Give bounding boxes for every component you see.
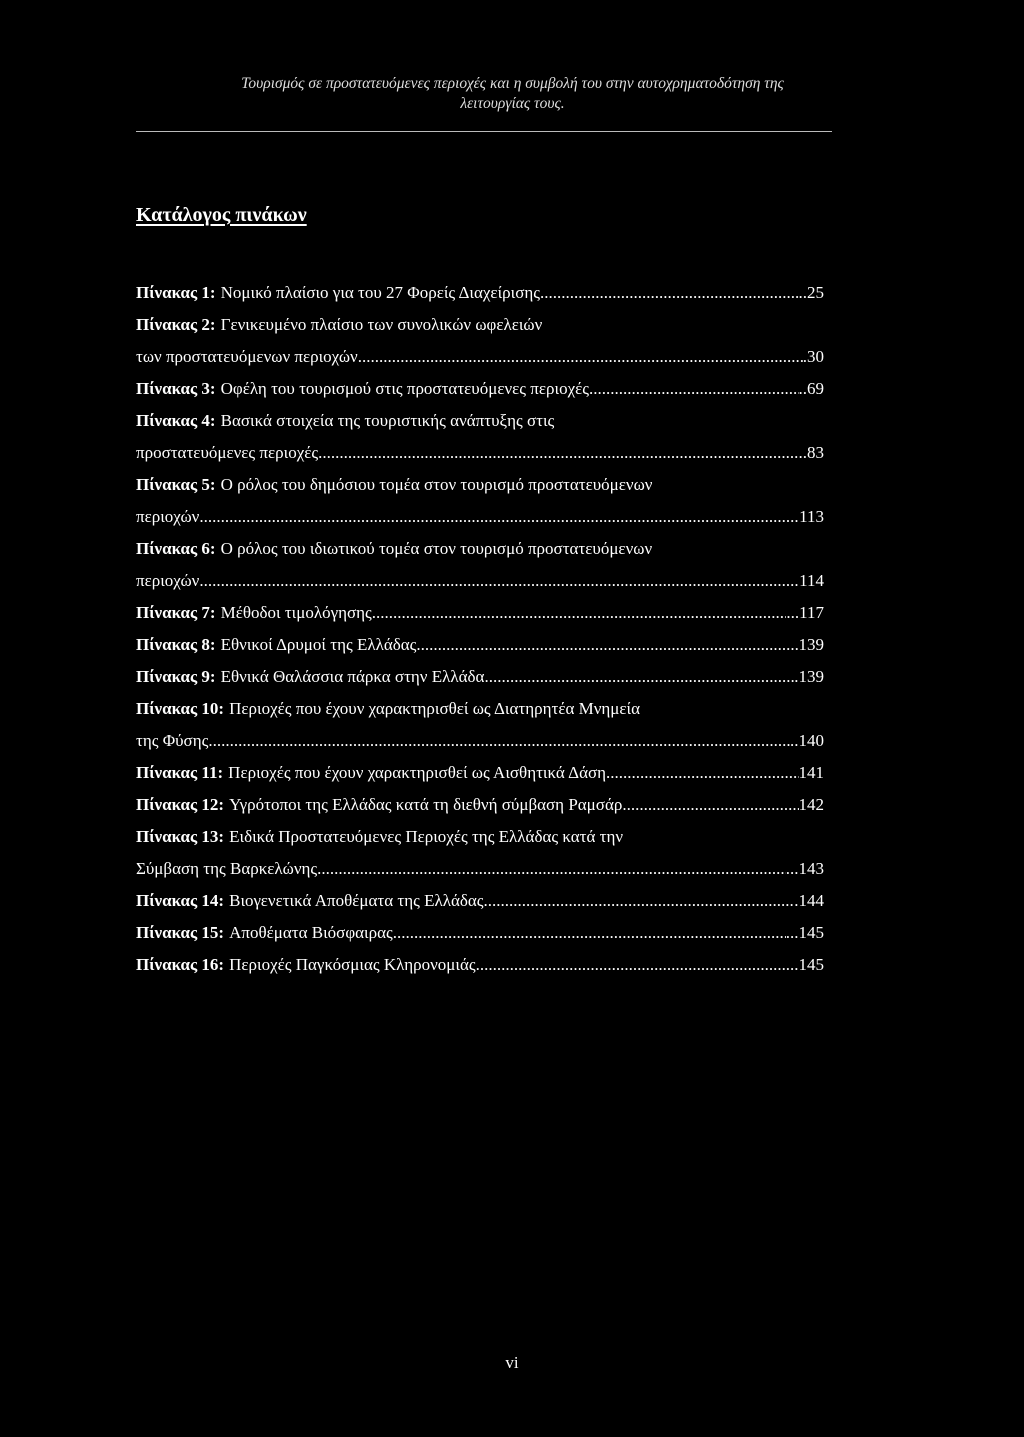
toc-entry-page: 139 (798, 635, 824, 654)
toc-entry-title: Περιοχές Παγκόσμιας Κληρονομιάς (229, 955, 476, 974)
toc-entry[interactable] (136, 277, 824, 309)
toc-dot-leader (317, 853, 786, 885)
toc-entry-title: Ο ρόλος του δημόσιου τομέα στον τουρισμό προστατευόμενων (220, 475, 653, 494)
table-list (136, 277, 824, 981)
toc-entry-line (136, 501, 824, 533)
toc-entry-number: Πίνακας 7: (136, 603, 216, 622)
toc-entry-title: Εθνικοί Δρυμοί της Ελλάδας (220, 635, 417, 654)
toc-entry-line (136, 757, 824, 789)
toc-entry-page: .139 (794, 667, 824, 686)
toc-entry-number: Πίνακας 1: (136, 283, 216, 302)
toc-dot-leader (358, 341, 803, 373)
toc-entry-line (136, 821, 824, 853)
toc-entry-title: περιοχών (136, 507, 200, 526)
toc-entry-line (136, 469, 824, 501)
toc-entry[interactable] (136, 885, 824, 917)
toc-dot-leader (372, 597, 787, 629)
toc-entry-line (136, 405, 824, 437)
toc-entry-number: Πίνακας 16: (136, 955, 225, 974)
toc-dot-leader (476, 949, 786, 981)
toc-entry-title: Οφέλη του τουρισμού στις προστατευόμενες περιοχές (220, 379, 589, 398)
toc-dot-leader (199, 501, 799, 533)
toc-entry-title: Υγρότοποι της Ελλάδας κατά τη διεθνή σύμβαση Ραμσάρ (229, 795, 623, 814)
toc-entry-line (136, 629, 824, 661)
toc-entry-title: Γενικευμένο πλαίσιο των συνολικών ωφελειών (220, 315, 543, 334)
toc-entry[interactable] (136, 789, 824, 821)
toc-dot-leader (393, 917, 786, 949)
toc-entry-line (136, 789, 824, 821)
toc-entry-line (136, 309, 824, 341)
toc-dot-leader (622, 789, 798, 821)
toc-entry-line (136, 437, 824, 469)
toc-entry[interactable] (136, 821, 824, 885)
toc-entry-title: Βιογενετικά Αποθέματα της Ελλάδας (229, 891, 484, 910)
toc-entry[interactable] (136, 661, 824, 693)
toc-entry-title: Νομικό πλαίσιο για του 27 Φορείς Διαχείρισης (220, 283, 540, 302)
toc-entry-title: Περιοχές που έχουν χαρακτηρισθεί ως Διατηρητέα Μνημεία (229, 699, 641, 718)
toc-entry[interactable] (136, 309, 824, 373)
toc-entry[interactable] (136, 949, 824, 981)
toc-entry-line (136, 949, 824, 981)
toc-entry-title: της Φύσης (136, 731, 209, 750)
toc-entry-line (136, 533, 824, 565)
toc-entry-title: Ειδικά Προστατευόμενες Περιοχές της Ελλάδας κατά την (229, 827, 624, 846)
toc-entry-title: Περιοχές που έχουν χαρακτηρισθεί ως Αισθητικά Δάση (228, 763, 607, 782)
toc-entry-title: Μέθοδοι τιμολόγησης (220, 603, 372, 622)
toc-dot-leader (484, 661, 794, 693)
toc-entry-page: 142 (798, 795, 824, 814)
toc-entry-number: Πίνακας 6: (136, 539, 216, 558)
toc-dot-leader (318, 437, 798, 469)
toc-entry-title: περιοχών (136, 571, 200, 590)
toc-entry-title: Ο ρόλος του ιδιωτικού τομέα στον τουρισμό προστατευόμενων (220, 539, 653, 558)
toc-entry-line (136, 693, 824, 725)
toc-entry-number: Πίνακας 5: (136, 475, 216, 494)
toc-entry-line (136, 277, 824, 309)
running-header (100, 74, 925, 114)
toc-entry[interactable] (136, 629, 824, 661)
toc-entry-line (136, 341, 824, 373)
toc-entry-page: .144 (794, 891, 824, 910)
toc-entry-number: Πίνακας 13: (136, 827, 225, 846)
toc-entry-page: ...145 (785, 923, 824, 942)
toc-entry[interactable] (136, 405, 824, 469)
toc-entry-number: Πίνακας 4: (136, 411, 216, 430)
toc-entry-line (136, 661, 824, 693)
toc-entry-line (136, 853, 824, 885)
toc-entry-page: 113 (799, 507, 824, 526)
toc-entry-number: Πίνακας 9: (136, 667, 216, 686)
toc-entry-page: ..25 (798, 283, 824, 302)
toc-entry[interactable] (136, 917, 824, 949)
toc-entry-line (136, 917, 824, 949)
toc-entry-page: ..83 (798, 443, 824, 462)
toc-entry-page: ..140 (790, 731, 824, 750)
running-header-line-2: λειτουργίας τους. (460, 95, 565, 112)
toc-entry-title: προστατευόμενες περιοχές (136, 443, 319, 462)
toc-dot-leader (589, 373, 799, 405)
toc-entry-page: ..69 (798, 379, 824, 398)
toc-dot-leader (606, 757, 798, 789)
toc-dot-leader (416, 629, 798, 661)
toc-entry-number: Πίνακας 3: (136, 379, 216, 398)
toc-entry-title: Βασικά στοιχεία της τουριστικής ανάπτυξης στις (220, 411, 555, 430)
toc-dot-leader (208, 725, 790, 757)
toc-entry-page: 114 (799, 571, 824, 590)
toc-entry-page: .30 (802, 347, 824, 366)
toc-entry[interactable] (136, 693, 824, 757)
toc-entry-number: Πίνακας 12: (136, 795, 225, 814)
toc-entry-line (136, 885, 824, 917)
toc-entry-title: Σύμβαση της Βαρκελώνης (136, 859, 318, 878)
toc-entry-title: Εθνικά Θαλάσσια πάρκα στην Ελλάδα (220, 667, 485, 686)
toc-entry[interactable] (136, 597, 824, 629)
toc-dot-leader (484, 885, 795, 917)
header-rule (136, 131, 832, 132)
toc-dot-leader (199, 565, 799, 597)
page-number: vi (505, 1353, 519, 1372)
toc-entry-page: ...117 (786, 603, 824, 622)
toc-entry[interactable] (136, 469, 824, 533)
toc-dot-leader (540, 277, 799, 309)
toc-entry-number: Πίνακας 14: (136, 891, 225, 910)
page-title: Κατάλογος πινάκων (136, 204, 307, 226)
toc-entry[interactable] (136, 533, 824, 597)
running-header-line-1: Τουρισμός σε προστατευόμενες περιοχές και η συμβολή του στην αυτοχρηματοδότηση της (241, 75, 784, 92)
toc-entry-number: Πίνακας 8: (136, 635, 216, 654)
toc-entry-title: Αποθέματα Βιόσφαιρας (229, 923, 393, 942)
toc-entry-line (136, 565, 824, 597)
toc-entry-number: Πίνακας 11: (136, 763, 224, 782)
toc-entry[interactable] (136, 757, 824, 789)
toc-entry-title: των προστατευόμενων περιοχών (136, 347, 358, 366)
toc-entry[interactable] (136, 373, 824, 405)
toc-entry-page: 141 (798, 763, 824, 782)
toc-entry-number: Πίνακας 2: (136, 315, 216, 334)
toc-entry-number: Πίνακας 15: (136, 923, 225, 942)
toc-entry-line (136, 373, 824, 405)
toc-entry-line (136, 725, 824, 757)
toc-entry-line (136, 597, 824, 629)
toc-entry-page: ...145 (785, 955, 824, 974)
toc-entry-page: ...143 (785, 859, 824, 878)
toc-entry-number: Πίνακας 10: (136, 699, 225, 718)
